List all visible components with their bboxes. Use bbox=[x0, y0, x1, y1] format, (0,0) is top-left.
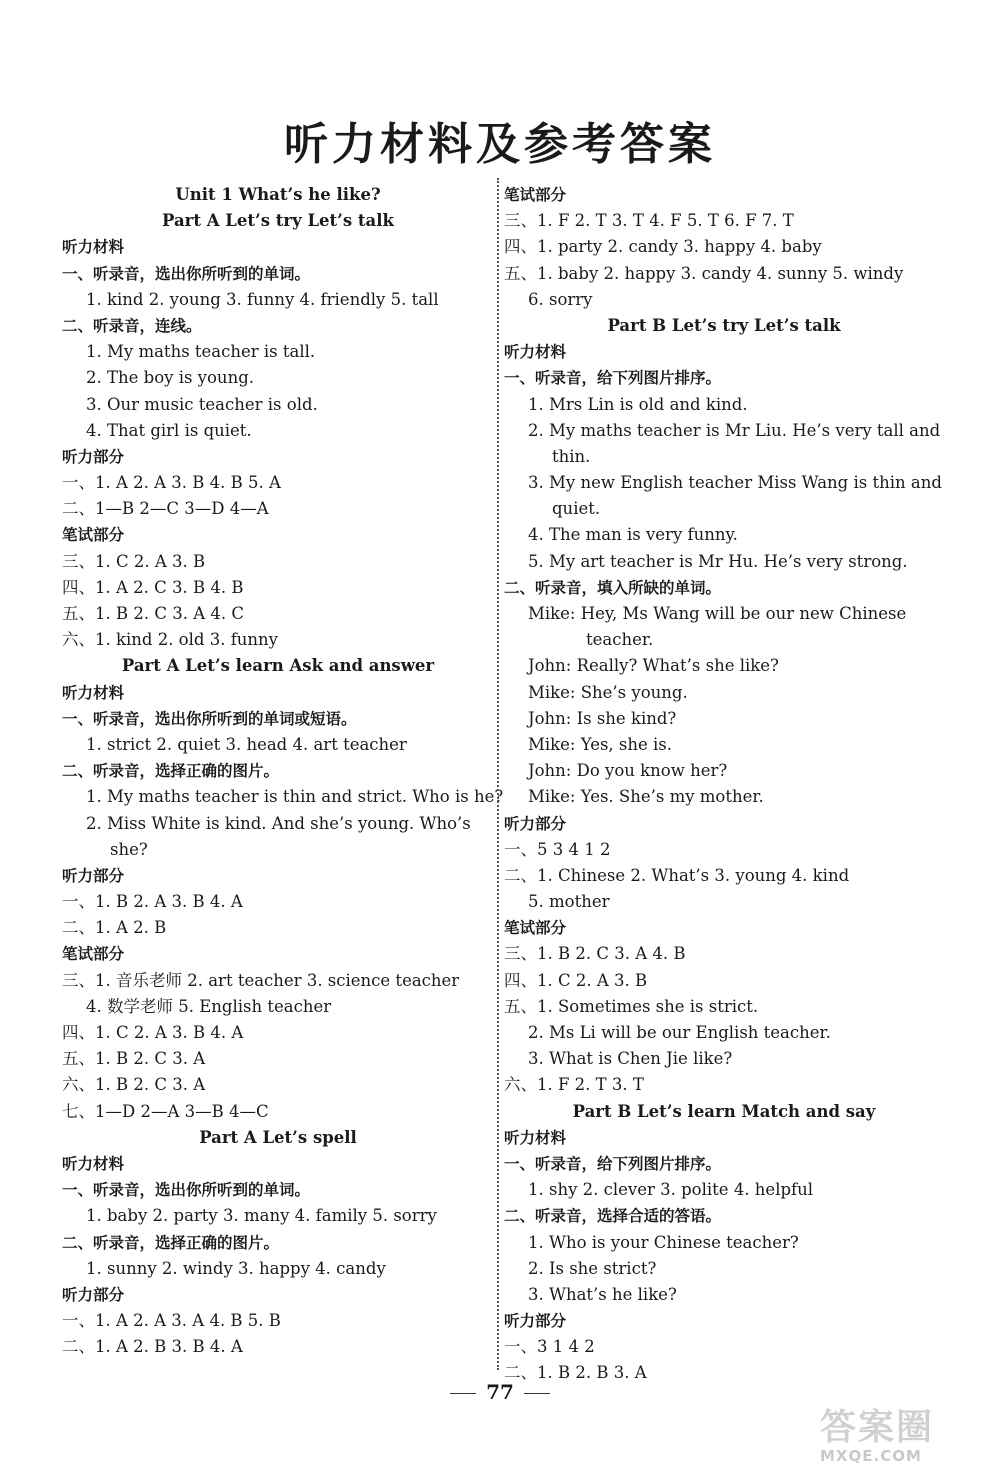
answer-line: John: Do you know her? bbox=[528, 761, 728, 781]
column-divider bbox=[497, 178, 499, 1370]
answer-line: teacher. bbox=[586, 630, 654, 650]
answer-line: 5. mother bbox=[528, 892, 610, 912]
right-column bbox=[504, 182, 944, 1387]
answer-line: 3. Our music teacher is old. bbox=[86, 394, 318, 414]
section-heading: Part B Let’s learn Match and say bbox=[572, 1101, 876, 1121]
section-heading: Part A Let’s spell bbox=[199, 1127, 357, 1147]
answer-line: 6. sorry bbox=[528, 289, 593, 309]
section-heading: Part A Let’s learn Ask and answer bbox=[121, 656, 435, 676]
section-label: 听力部分 bbox=[62, 1285, 125, 1304]
answer-line: 二、1. A 2. B bbox=[62, 918, 167, 938]
section-heading: Part A Let’s try Let’s talk bbox=[162, 211, 394, 231]
answer-line: John: Really? What’s she like? bbox=[528, 656, 779, 676]
answer-line: 4. 数学老师 5. English teacher bbox=[86, 996, 332, 1016]
watermark-main: 答案圈 bbox=[820, 1407, 935, 1448]
answer-line: 1. My maths teacher is thin and strict. Who is he? bbox=[86, 787, 504, 807]
answer-line: 1. Mrs Lin is old and kind. bbox=[528, 394, 748, 414]
answer-line: 2. Miss White is kind. And she’s young. Who’s bbox=[86, 813, 471, 833]
answer-line: 五、1. B 2. C 3. A 4. C bbox=[62, 604, 244, 623]
section-heading: Unit 1 What’s he like? bbox=[175, 185, 381, 204]
section-label: 听力材料 bbox=[504, 343, 567, 362]
section-label: 二、听录音，选择正确的图片。 bbox=[62, 762, 280, 781]
answer-line: Mike: Yes. She’s my mother. bbox=[528, 787, 764, 807]
answer-line: 一、1. B 2. A 3. B 4. A bbox=[62, 892, 243, 912]
answer-line: 3. What is Chen Jie like? bbox=[528, 1049, 733, 1069]
section-label: 二、听录音，填入所缺的单词。 bbox=[504, 578, 722, 597]
answer-line: 六、1. B 2. C 3. A bbox=[62, 1075, 206, 1095]
section-label: 听力部分 bbox=[504, 1312, 567, 1331]
answer-line: Mike: She’s young. bbox=[528, 682, 688, 702]
section-label: 听力材料 bbox=[62, 683, 125, 702]
page-number-dash-left bbox=[450, 1393, 476, 1394]
answer-line: 六、1. kind 2. old 3. funny bbox=[62, 630, 278, 650]
answer-line: 1. kind 2. young 3. funny 4. friendly 5. tall bbox=[86, 289, 439, 309]
watermark-url: MXQE.COM bbox=[820, 1447, 922, 1465]
section-label: 二、听录音，连线。 bbox=[62, 316, 202, 335]
answer-line: 二、1. Chinese 2. What’s 3. young 4. kind bbox=[504, 865, 850, 885]
answer-line: 1. strict 2. quiet 3. head 4. art teacher bbox=[86, 734, 407, 754]
section-label: 听力部分 bbox=[62, 866, 125, 885]
answer-line: 三、1. C 2. A 3. B bbox=[62, 551, 206, 571]
section-label: 笔试部分 bbox=[504, 919, 567, 938]
left-column bbox=[62, 182, 504, 1360]
answer-line: thin. bbox=[552, 446, 591, 466]
answer-line: 2. My maths teacher is Mr Liu. He’s very tall and bbox=[528, 420, 941, 440]
answer-line: 4. That girl is quiet. bbox=[86, 420, 252, 440]
answer-line: 五、1. Sometimes she is strict. bbox=[504, 996, 759, 1016]
page-title: 听力材料及参考答案 bbox=[284, 119, 716, 170]
answer-line: 六、1. F 2. T 3. T bbox=[504, 1075, 644, 1095]
answer-line: 二、1—B 2—C 3—D 4—A bbox=[62, 499, 269, 519]
answer-line: 一、1. A 2. A 3. A 4. B 5. B bbox=[62, 1311, 281, 1331]
section-label: 听力部分 bbox=[504, 814, 567, 833]
section-heading: Part B Let’s try Let’s talk bbox=[607, 315, 841, 335]
answer-line: 1. sunny 2. windy 3. happy 4. candy bbox=[86, 1258, 386, 1278]
answer-line: 七、1—D 2—A 3—B 4—C bbox=[62, 1101, 269, 1121]
answer-line: 四、1. C 2. A 3. B bbox=[504, 970, 648, 990]
answer-line: 5. My art teacher is Mr Hu. He’s very strong. bbox=[528, 551, 908, 571]
watermark-logo bbox=[820, 1408, 988, 1464]
answer-line: 4. The man is very funny. bbox=[528, 525, 738, 545]
section-label: 听力材料 bbox=[62, 1154, 125, 1173]
answer-line: 四、1. C 2. A 3. B 4. A bbox=[62, 1023, 244, 1042]
answer-line: 三、1. F 2. T 3. T 4. F 5. T 6. F 7. T bbox=[504, 211, 794, 231]
section-label: 笔试部分 bbox=[62, 526, 125, 545]
page-number bbox=[0, 1380, 1000, 1404]
answer-line: 五、1. baby 2. happy 3. candy 4. sunny 5. windy bbox=[504, 263, 904, 283]
answer-line: 一、5 3 4 1 2 bbox=[504, 839, 611, 859]
answer-line: 四、1. A 2. C 3. B 4. B bbox=[62, 577, 244, 597]
answer-line: Mike: Yes, she is. bbox=[528, 734, 673, 754]
answer-line: 1. shy 2. clever 3. polite 4. helpful bbox=[528, 1180, 814, 1200]
section-label: 二、听录音，选择正确的图片。 bbox=[62, 1233, 280, 1252]
answer-line: 3. My new English teacher Miss Wang is thin and bbox=[528, 473, 942, 493]
answer-line: 1. Who is your Chinese teacher? bbox=[528, 1232, 799, 1252]
answer-line: she? bbox=[110, 839, 148, 859]
answer-line: 五、1. B 2. C 3. A bbox=[62, 1049, 206, 1069]
section-label: 一、听录音，选出你所听到的单词。 bbox=[62, 264, 311, 283]
answer-line: 四、1. party 2. candy 3. happy 4. baby bbox=[504, 237, 822, 257]
answer-line: 2. The boy is young. bbox=[86, 368, 254, 388]
page-number-text: 77 bbox=[486, 1380, 514, 1404]
answer-line: 二、1. A 2. B 3. B 4. A bbox=[62, 1337, 243, 1357]
section-label: 听力材料 bbox=[62, 238, 125, 257]
page-number-dash-right bbox=[524, 1393, 550, 1394]
answer-line: 1. My maths teacher is tall. bbox=[86, 342, 316, 362]
section-label: 笔试部分 bbox=[62, 945, 125, 964]
answer-line: 3. What’s he like? bbox=[528, 1284, 677, 1304]
answer-line: 二、1. B 2. B 3. A bbox=[504, 1363, 647, 1383]
section-label: 笔试部分 bbox=[504, 186, 567, 204]
section-label: 一、听录音，给下列图片排序。 bbox=[504, 1154, 722, 1173]
answer-line: 三、1. B 2. C 3. A 4. B bbox=[504, 944, 686, 964]
answer-line: 一、3 1 4 2 bbox=[504, 1337, 595, 1357]
answer-line: John: Is she kind? bbox=[528, 708, 677, 728]
section-label: 听力部分 bbox=[62, 447, 125, 466]
answer-line: quiet. bbox=[552, 499, 601, 519]
section-label: 一、听录音，选出你所听到的单词。 bbox=[62, 1181, 311, 1200]
section-label: 一、听录音，给下列图片排序。 bbox=[504, 369, 722, 388]
answer-line: 2. Ms Li will be our English teacher. bbox=[528, 1023, 831, 1042]
answer-line: 一、1. A 2. A 3. B 4. B 5. A bbox=[62, 473, 281, 493]
answer-line: Mike: Hey, Ms Wang will be our new Chinese bbox=[528, 604, 907, 623]
answer-line: 1. baby 2. party 3. many 4. family 5. sorry bbox=[86, 1206, 437, 1226]
answer-line: 三、1. 音乐老师 2. art teacher 3. science teacher bbox=[62, 970, 460, 990]
section-label: 一、听录音，选出你所听到的单词或短语。 bbox=[62, 709, 357, 728]
section-label: 听力材料 bbox=[504, 1128, 567, 1147]
answer-line: 2. Is she strict? bbox=[528, 1258, 657, 1278]
section-label: 二、听录音，选择合适的答语。 bbox=[504, 1207, 722, 1226]
